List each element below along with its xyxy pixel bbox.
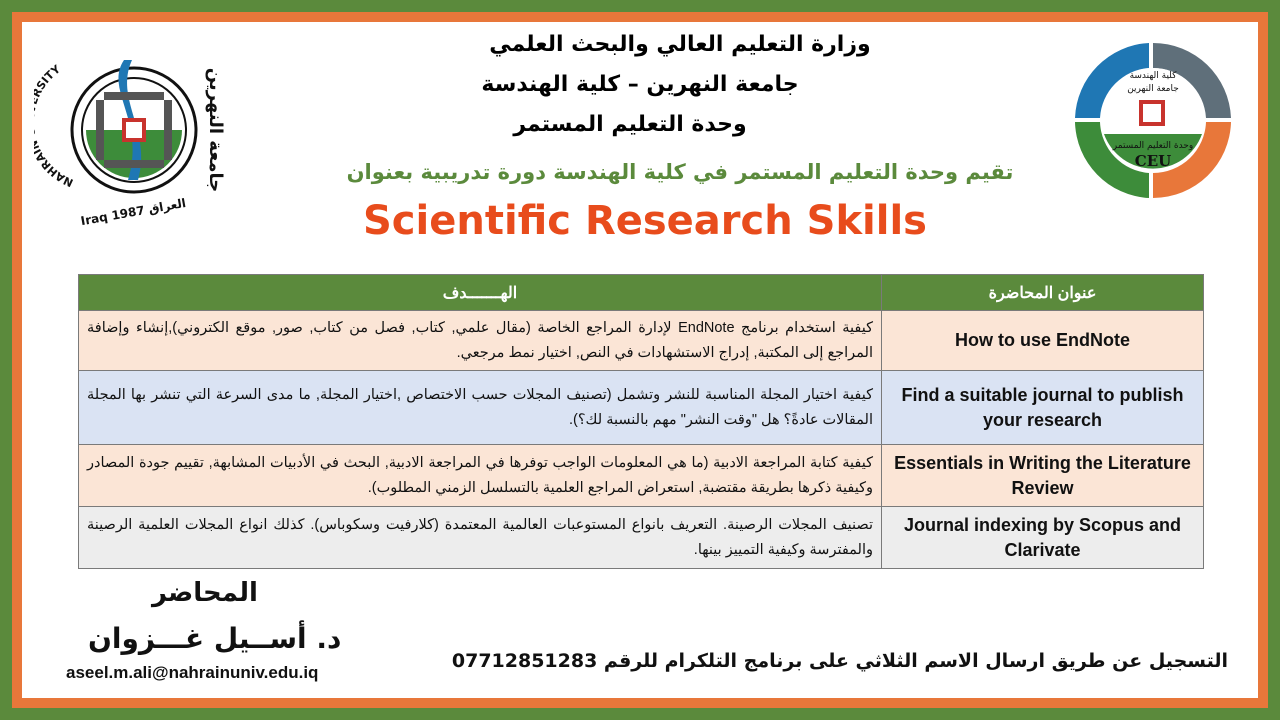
lecture-goal: كيفية اختيار المجلة المناسبة للنشر وتشمل (تصنيف المجلات حسب الاختصاص ,اختيار المجلة, ما مدى السرعة التي تنشر بها المجلة المقالات عادةً؟ هل "وقت النشر" مهم بالنسبة لك؟). bbox=[79, 371, 882, 445]
table-row bbox=[79, 445, 1204, 507]
ceu-bottom-line: وحدة التعليم المستمر bbox=[1112, 141, 1194, 151]
table-header-row bbox=[79, 275, 1204, 311]
lecturer-name: د. أســيل غـــزوان bbox=[88, 622, 342, 655]
lecture-topic: Journal indexing by Scopus and Clarivate bbox=[882, 507, 1204, 569]
logo-bottom-text: Iraq 1987 العراق bbox=[79, 195, 187, 228]
table-row bbox=[79, 371, 1204, 445]
lecture-topic: Essentials in Writing the Literature Review bbox=[882, 445, 1204, 507]
unit-heading: وحدة التعليم المستمر bbox=[513, 112, 747, 137]
lecture-goal: كيفية استخدام برنامج EndNote لإدارة المراجع الخاصة (مقال علمي, كتاب, فصل من كتاب, صور, موقع الكتروني),إنشاء وإضافة المراجع إلى المكتبة, إدراج الاستشهادات في النص, اختيار نمط مرجعي. bbox=[79, 311, 882, 371]
course-announcement: تقيم وحدة التعليم المستمر في كلية الهندسة دورة تدريبية بعنوان bbox=[346, 160, 1014, 184]
registration-instructions: التسجيل عن طريق ارسال الاسم الثلاثي على برنامج التلكرام للرقم 07712851283 bbox=[451, 650, 1228, 672]
table-row bbox=[79, 507, 1204, 569]
lecture-topic: Find a suitable journal to publish your research bbox=[882, 371, 1204, 445]
logo-arabic-name: جامعة النهرين bbox=[205, 67, 226, 193]
column-header-topic: عنوان المحاضرة bbox=[882, 275, 1204, 311]
course-schedule-table bbox=[78, 274, 1204, 569]
lecture-goal: كيفية كتابة المراجعة الادبية (ما هي المعلومات الواجب توفرها في المراجعة الادبية, البحث في الأدبيات المشابهة, تقييم جودة المصادر وكيفية ذكرها بطريقة مقتضبة, استعراض المراجع العلمية بالتسلسل الزمني المطلوب). bbox=[79, 445, 882, 507]
column-header-goal: الهـــــــدف bbox=[79, 275, 882, 311]
lecturer-email[interactable]: aseel.m.ali@nahrainuniv.edu.iq bbox=[66, 663, 319, 682]
table-row bbox=[79, 311, 1204, 371]
ministry-heading: وزارة التعليم العالي والبحث العلمي bbox=[489, 32, 871, 57]
university-heading: جامعة النهرين – كلية الهندسة bbox=[481, 72, 799, 97]
poster-page bbox=[22, 22, 1258, 698]
lecture-topic: How to use EndNote bbox=[882, 311, 1204, 371]
lecture-goal: تصنيف المجلات الرصينة. التعريف بانواع المستوعبات العالمية المعتمدة (كلارفيت وسكوباس). كذلك انواع المجلات العلمية الرصينة والمفترسة وكيفية التمييز بينها. bbox=[79, 507, 882, 569]
ceu-top-line1: كلية الهندسة bbox=[1129, 71, 1177, 81]
lecturer-label: المحاضر bbox=[152, 578, 258, 608]
ceu-abbr: CEU bbox=[1134, 152, 1172, 170]
logo-arc-text: NAHRA SITY bbox=[34, 62, 76, 190]
course-title: Scientific Research Skills bbox=[362, 198, 927, 244]
ceu-top-line2: جامعة النهرين bbox=[1127, 84, 1179, 94]
